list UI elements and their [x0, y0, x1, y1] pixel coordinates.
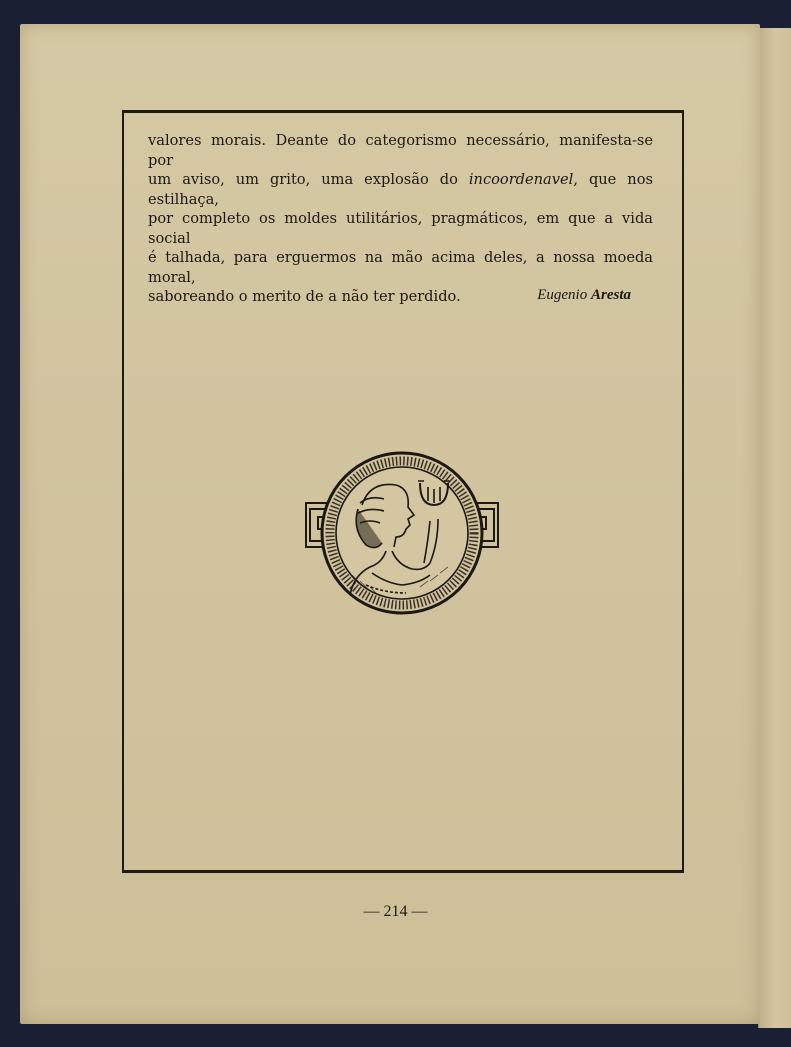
text-line-1: valores morais. Deante do categorismo necessário, manifesta-se por [148, 132, 653, 169]
adjacent-page-edge [758, 28, 791, 1028]
text-line-5: saboreando o merito de a não ter perdido. [148, 288, 461, 305]
body-paragraph [148, 131, 653, 307]
text-line-2: um aviso, um grito, uma explosão do incoordenavel, que nos estilhaça, [148, 171, 653, 208]
text-line-4: é talhada, para erguermos na mão acima deles, a nossa moeda moral, [148, 249, 653, 286]
page-number: — 214 — [363, 903, 428, 920]
text-line-3: por completo os moldes utilitários, pragmáticos, em que a vida social [148, 210, 653, 247]
woman-with-lyre-medallion-icon [300, 447, 504, 619]
author-signature [537, 287, 631, 304]
author-surname: Aresta [590, 287, 631, 303]
author-first-name: Eugenio [537, 287, 588, 303]
emphasized-word: incoordenavel [468, 171, 574, 188]
